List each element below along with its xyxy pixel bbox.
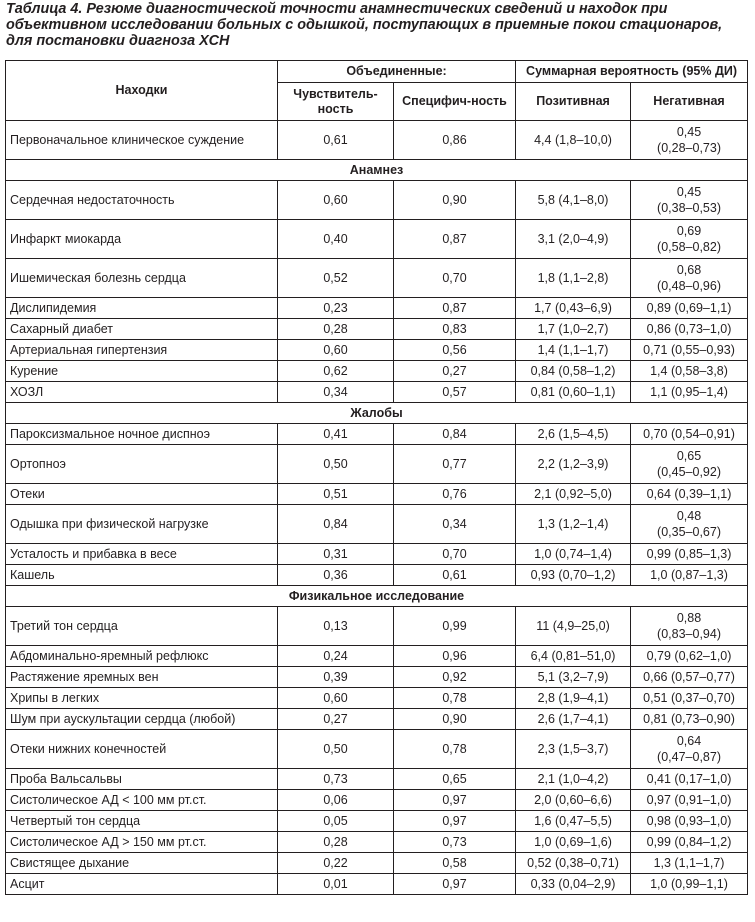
specificity-value: 0,57 [394,382,516,403]
negative-interval: (0,48–0,96) [657,279,721,293]
positive-value: 1,4 (1,1–1,7) [516,340,631,361]
positive-value: 2,2 (1,2–3,9) [516,445,631,484]
specificity-value: 0,58 [394,853,516,874]
specificity-value: 0,61 [394,565,516,586]
negative-point: 0,45 [676,125,702,139]
finding-name: Ортопноэ [6,445,278,484]
header-sensitivity: Чувствитель-ность [278,83,394,121]
negative-interval: (0,28–0,73) [657,141,721,155]
table-row [6,811,748,832]
positive-value: 1,8 (1,1–2,8) [516,259,631,298]
sensitivity-value: 0,60 [278,688,394,709]
specificity-value: 0,97 [394,874,516,895]
table-row [6,607,748,646]
negative-point: 0,71 (0,55–0,93) [643,343,735,357]
negative-value [631,709,748,730]
negative-point: 0,68 [676,263,702,277]
specificity-value: 0,27 [394,361,516,382]
finding-name: Систолическое АД < 100 мм рт.ст. [6,790,278,811]
negative-point: 0,64 [676,734,702,748]
negative-value [631,688,748,709]
negative-value [631,646,748,667]
header-negative: Негативная [631,83,748,121]
diagnostic-accuracy-table [5,60,748,895]
table-row [6,361,748,382]
negative-point: 0,41 (0,17–1,0) [646,772,732,786]
finding-name: Четвертый тон сердца [6,811,278,832]
table-row [6,769,748,790]
positive-value: 5,8 (4,1–8,0) [516,181,631,220]
positive-value: 1,0 (0,74–1,4) [516,544,631,565]
sensitivity-value: 0,28 [278,319,394,340]
sensitivity-value: 0,23 [278,298,394,319]
specificity-value: 0,97 [394,790,516,811]
sensitivity-value: 0,27 [278,709,394,730]
table-row [6,340,748,361]
negative-value [631,340,748,361]
negative-interval: (0,35–0,67) [657,525,721,539]
specificity-value: 0,87 [394,220,516,259]
positive-value: 0,93 (0,70–1,2) [516,565,631,586]
finding-name: Проба Вальсальвы [6,769,278,790]
finding-name: Хрипы в легких [6,688,278,709]
negative-value [631,319,748,340]
finding-name: Отеки [6,484,278,505]
table-row [6,565,748,586]
sensitivity-value: 0,22 [278,853,394,874]
negative-value [631,769,748,790]
finding-name: Курение [6,361,278,382]
table-caption: Таблица 4. Резюме диагностической точности анамнестических сведений и находок при объективном исследовании больных с одышкой, поступающих в приемные покои стационаров, для постановки диагноза ХСН [6,1,723,49]
table-row [6,853,748,874]
sensitivity-value: 0,31 [278,544,394,565]
sensitivity-value: 0,50 [278,445,394,484]
negative-point: 0,48 [676,509,702,523]
negative-value [631,424,748,445]
section-row [6,403,748,424]
header-positive: Позитивная [516,83,631,121]
sensitivity-value: 0,50 [278,730,394,769]
positive-value: 2,1 (0,92–5,0) [516,484,631,505]
specificity-value: 0,90 [394,709,516,730]
sensitivity-value: 0,51 [278,484,394,505]
positive-value: 2,6 (1,7–4,1) [516,709,631,730]
specificity-value: 0,65 [394,769,516,790]
table-row [6,121,748,160]
negative-point: 0,70 (0,54–0,91) [643,427,735,441]
specificity-value: 0,90 [394,181,516,220]
sensitivity-value: 0,39 [278,667,394,688]
negative-value [631,382,748,403]
negative-value [631,361,748,382]
specificity-value: 0,86 [394,121,516,160]
specificity-value: 0,99 [394,607,516,646]
specificity-value: 0,96 [394,646,516,667]
negative-point: 1,0 (0,99–1,1) [650,877,728,891]
finding-name: Инфаркт миокарда [6,220,278,259]
specificity-value: 0,78 [394,688,516,709]
specificity-value: 0,78 [394,730,516,769]
table-row [6,298,748,319]
sensitivity-value: 0,60 [278,340,394,361]
negative-interval: (0,83–0,94) [657,627,721,641]
section-title: Физикальное исследование [6,586,748,607]
negative-interval: (0,58–0,82) [657,240,721,254]
sensitivity-value: 0,05 [278,811,394,832]
negative-value [631,121,748,160]
specificity-value: 0,84 [394,424,516,445]
specificity-value: 0,92 [394,667,516,688]
specificity-value: 0,70 [394,259,516,298]
positive-value: 1,7 (0,43–6,9) [516,298,631,319]
table-row [6,667,748,688]
section-title: Жалобы [6,403,748,424]
table-row [6,181,748,220]
positive-value: 2,3 (1,5–3,7) [516,730,631,769]
negative-point: 0,88 [676,611,702,625]
table-row [6,874,748,895]
header-specificity: Специфич-ность [394,83,516,121]
positive-value: 2,6 (1,5–4,5) [516,424,631,445]
negative-point: 1,1 (0,95–1,4) [650,385,728,399]
sensitivity-value: 0,52 [278,259,394,298]
positive-value: 2,1 (1,0–4,2) [516,769,631,790]
finding-name: Усталость и прибавка в весе [6,544,278,565]
finding-name: Растяжение яремных вен [6,667,278,688]
positive-value: 2,0 (0,60–6,6) [516,790,631,811]
sensitivity-value: 0,60 [278,181,394,220]
finding-name: Свистящее дыхание [6,853,278,874]
sensitivity-value: 0,24 [278,646,394,667]
table-row [6,544,748,565]
table-row [6,259,748,298]
sensitivity-value: 0,40 [278,220,394,259]
positive-value: 6,4 (0,81–51,0) [516,646,631,667]
finding-name: Асцит [6,874,278,895]
negative-value [631,298,748,319]
negative-value [631,505,748,544]
finding-name: Одышка при физической нагрузке [6,505,278,544]
negative-value [631,607,748,646]
header-findings: Находки [6,61,278,121]
specificity-value: 0,56 [394,340,516,361]
section-row [6,586,748,607]
negative-value [631,811,748,832]
specificity-value: 0,73 [394,832,516,853]
negative-interval: (0,38–0,53) [657,201,721,215]
negative-point: 1,4 (0,58–3,8) [650,364,728,378]
negative-interval: (0,47–0,87) [657,750,721,764]
negative-point: 0,51 (0,37–0,70) [643,691,735,705]
table-row [6,424,748,445]
sensitivity-value: 0,36 [278,565,394,586]
finding-name: Ишемическая болезнь сердца [6,259,278,298]
finding-name: Систолическое АД > 150 мм рт.ст. [6,832,278,853]
negative-value [631,667,748,688]
negative-point: 1,0 (0,87–1,3) [650,568,728,582]
table-row [6,832,748,853]
negative-point: 0,97 (0,91–1,0) [646,793,732,807]
negative-point: 1,3 (1,1–1,7) [653,856,725,870]
negative-point: 0,99 (0,85–1,3) [646,547,732,561]
positive-value: 5,1 (3,2–7,9) [516,667,631,688]
specificity-value: 0,87 [394,298,516,319]
positive-value: 1,3 (1,2–1,4) [516,505,631,544]
table-row [6,730,748,769]
table-row [6,646,748,667]
negative-point: 0,64 (0,39–1,1) [646,487,732,501]
negative-value [631,874,748,895]
finding-name: Пароксизмальное ночное диспноэ [6,424,278,445]
sensitivity-value: 0,84 [278,505,394,544]
negative-value [631,259,748,298]
table-row [6,688,748,709]
negative-point: 0,79 (0,62–1,0) [646,649,732,663]
finding-name: Абдоминально-яремный рефлюкс [6,646,278,667]
table-row [6,709,748,730]
negative-value [631,445,748,484]
sensitivity-value: 0,06 [278,790,394,811]
table-row [6,505,748,544]
sensitivity-value: 0,41 [278,424,394,445]
table-row [6,790,748,811]
table-row [6,319,748,340]
finding-name: Сахарный диабет [6,319,278,340]
negative-value [631,220,748,259]
sensitivity-value: 0,61 [278,121,394,160]
finding-name: Первоначальное клиническое суждение [6,121,278,160]
positive-value: 1,7 (1,0–2,7) [516,319,631,340]
negative-point: 0,98 (0,93–1,0) [646,814,732,828]
negative-value [631,181,748,220]
positive-value: 0,81 (0,60–1,1) [516,382,631,403]
header-combined: Объединенные: [278,61,516,83]
specificity-value: 0,97 [394,811,516,832]
sensitivity-value: 0,01 [278,874,394,895]
specificity-value: 0,76 [394,484,516,505]
negative-interval: (0,45–0,92) [657,465,721,479]
positive-value: 3,1 (2,0–4,9) [516,220,631,259]
positive-value: 1,6 (0,47–5,5) [516,811,631,832]
positive-value: 2,8 (1,9–4,1) [516,688,631,709]
negative-point: 0,86 (0,73–1,0) [646,322,732,336]
positive-value: 4,4 (1,8–10,0) [516,121,631,160]
section-row [6,160,748,181]
negative-value [631,790,748,811]
positive-value: 0,33 (0,04–2,9) [516,874,631,895]
negative-value [631,853,748,874]
specificity-value: 0,83 [394,319,516,340]
positive-value: 11 (4,9–25,0) [516,607,631,646]
table-row [6,484,748,505]
negative-point: 0,99 (0,84–1,2) [646,835,732,849]
negative-point: 0,45 [676,185,702,199]
table-body [6,121,748,895]
negative-value [631,565,748,586]
negative-value [631,544,748,565]
finding-name: Третий тон сердца [6,607,278,646]
negative-value [631,730,748,769]
negative-value [631,832,748,853]
sensitivity-value: 0,62 [278,361,394,382]
negative-point: 0,89 (0,69–1,1) [646,301,732,315]
positive-value: 0,84 (0,58–1,2) [516,361,631,382]
specificity-value: 0,70 [394,544,516,565]
negative-point: 0,81 (0,73–0,90) [643,712,735,726]
finding-name: ХОЗЛ [6,382,278,403]
sensitivity-value: 0,13 [278,607,394,646]
positive-value: 1,0 (0,69–1,6) [516,832,631,853]
negative-point: 0,65 [676,449,702,463]
finding-name: Кашель [6,565,278,586]
negative-point: 0,69 [676,224,702,238]
finding-name: Артериальная гипертензия [6,340,278,361]
table-row [6,445,748,484]
section-title: Анамнез [6,160,748,181]
specificity-value: 0,77 [394,445,516,484]
table-row [6,382,748,403]
finding-name: Сердечная недостаточность [6,181,278,220]
table-row [6,220,748,259]
sensitivity-value: 0,73 [278,769,394,790]
specificity-value: 0,34 [394,505,516,544]
header-total-probability: Суммарная вероятность (95% ДИ) [516,61,748,83]
negative-value [631,484,748,505]
sensitivity-value: 0,34 [278,382,394,403]
positive-value: 0,52 (0,38–0,71) [516,853,631,874]
finding-name: Шум при аускультации сердца (любой) [6,709,278,730]
finding-name: Дислипидемия [6,298,278,319]
finding-name: Отеки нижних конечностей [6,730,278,769]
negative-point: 0,66 (0,57–0,77) [643,670,735,684]
sensitivity-value: 0,28 [278,832,394,853]
